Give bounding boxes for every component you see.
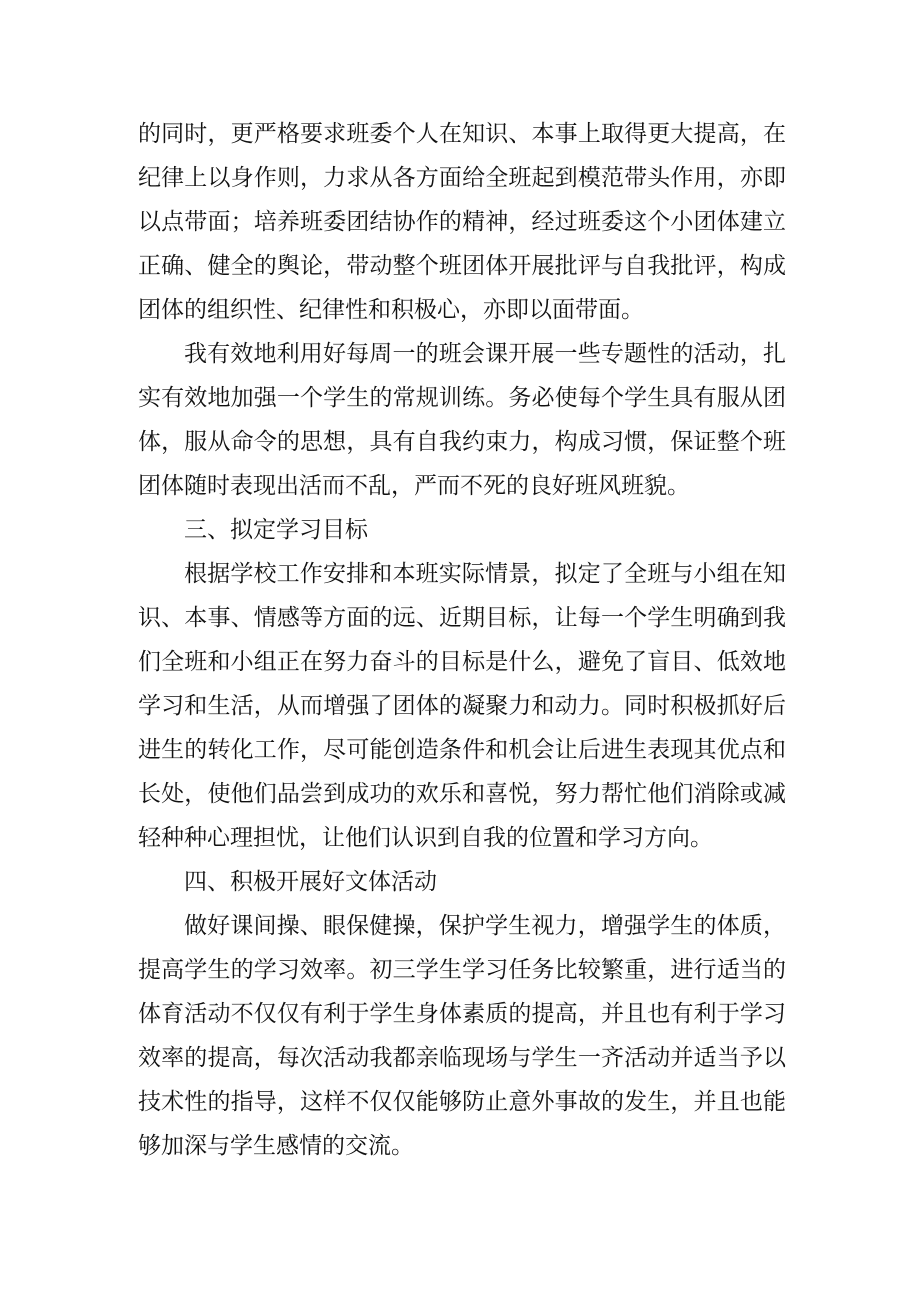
section-heading-learning-goals: 三、拟定学习目标	[184, 517, 368, 543]
document-page	[138, 112, 786, 1168]
paragraph-class-meeting: 我有效地利用好每周一的班会课开展一些专题性的活动，扎实有效地加强一个学生的常规训练。务必使每个学生具有服从团体，服从命令的思想，具有自我约束力，构成习惯，保证整个班团体随时表现出活而不乱，严而不死的良好班风班貌。	[138, 341, 786, 499]
paragraph-continuation: 的同时，更严格要求班委个人在知识、本事上取得更大提高，在纪律上以身作则，力求从各方面给全班起到模范带头作用，亦即以点带面；培养班委团结协作的精神，经过班委这个小团体建立正确、健全的舆论，带动整个班团体开展批评与自我批评，构成团体的组织性、纪律性和积极心，亦即以面带面。	[138, 121, 786, 323]
paragraph-sports-activities: 做好课间操、眼保健操，保护学生视力，增强学生的体质，提高学生的学习效率。初三学生学习任务比较繁重，进行适当的体育活动不仅仅有利于学生身体素质的提高，并且也有利于学习效率的提高，每次活动我都亲临现场与学生一齐活动并适当予以技术性的指导，这样不仅仅能够防止意外事故的发生，并且也能够加深与学生感情的交流。	[138, 913, 786, 1159]
section-heading-sports-activities: 四、积极开展好文体活动	[184, 869, 437, 895]
paragraph-learning-goals: 根据学校工作安排和本班实际情景，拟定了全班与小组在知识、本事、情感等方面的远、近期目标，让每一个学生明确到我们全班和小组正在努力奋斗的目标是什么，避免了盲目、低效地学习和生活，从而增强了团体的凝聚力和动力。同时积极抓好后进生的转化工作，尽可能创造条件和机会让后进生表现其优点和长处，使他们品尝到成功的欢乐和喜悦，努力帮忙他们消除或减轻种种心理担忧，让他们认识到自我的位置和学习方向。	[138, 561, 786, 851]
